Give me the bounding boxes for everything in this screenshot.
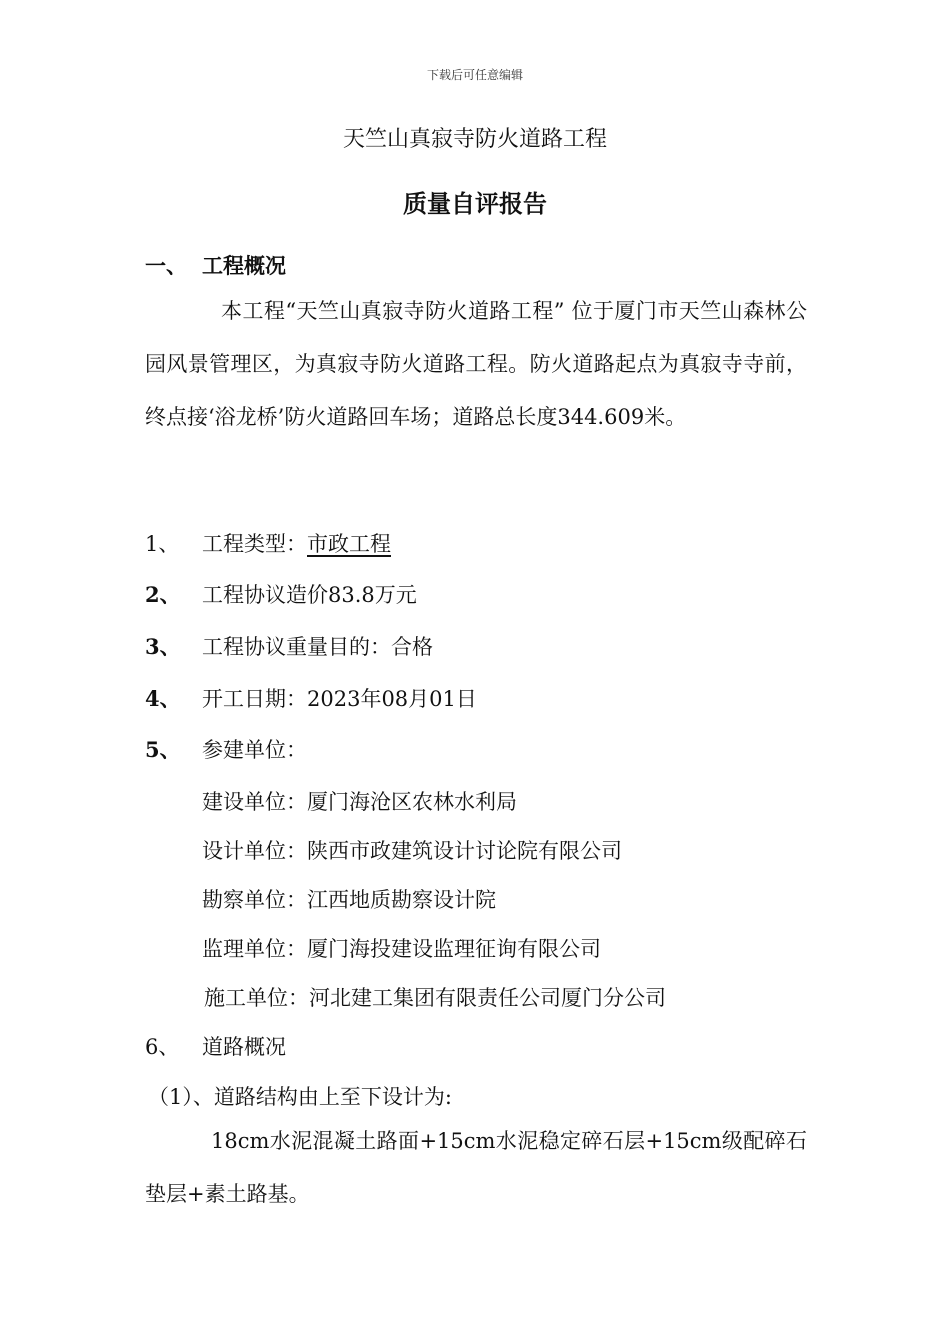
section-number: 一、 xyxy=(145,253,187,278)
list-item-start-date xyxy=(145,683,477,713)
item-text: 开工日期：2023年08月01日 xyxy=(202,687,477,711)
document-subtitle: 质量自评报告 xyxy=(403,189,547,218)
header-note: 下载后可任意编辑 xyxy=(426,68,523,82)
item-value: 市政工程 xyxy=(307,532,391,556)
sub-item-structure-heading: （1）、道路结构由上至下设计为: xyxy=(148,1085,452,1109)
list-item-project-type xyxy=(145,528,391,558)
item-number: 1、 xyxy=(145,532,180,556)
section-heading xyxy=(145,250,286,280)
item-number: 2、 xyxy=(145,582,181,607)
document-title: 天竺山真寂寺防火道路工程 xyxy=(342,127,607,152)
item-number: 5、 xyxy=(145,737,181,762)
unit-supervision: 监理单位：厦门海投建设监理征询有限公司 xyxy=(202,937,601,961)
item-label: 工程类型： xyxy=(202,532,307,556)
unit-survey: 勘察单位：江西地质勘察设计院 xyxy=(202,888,496,912)
item-number: 6、 xyxy=(145,1035,180,1059)
list-item-quality-goal xyxy=(145,631,433,661)
list-item-road-overview xyxy=(145,1031,286,1061)
item-text: 参建单位： xyxy=(202,738,307,762)
overview-paragraph: 本工程“天竺山真寂寺防火道路工程” 位于厦门市天竺山森林公园风景管理区，为真寂寺防火道路工程。防火道路起点为真寂寺寺前，终点接‘浴龙桥’防火道路回车场；道路总长度344.609米。 xyxy=(145,299,807,429)
unit-construction: 建设单位：厦门海沧区农林水利局 xyxy=(202,790,517,814)
structure-paragraph: 18cm水泥混凝土路面+15cm水泥稳定碎石层+15cm级配碎石垫层+素土路基。 xyxy=(145,1129,807,1206)
unit-contractor: 施工单位：河北建工集团有限责任公司厦门分公司 xyxy=(204,986,666,1010)
item-number: 4、 xyxy=(145,686,181,711)
item-text: 工程协议造价83.8万元 xyxy=(202,583,417,607)
unit-design: 设计单位：陕西市政建筑设计讨论院有限公司 xyxy=(202,839,622,863)
list-item-participants xyxy=(145,734,307,764)
item-text: 工程协议重量目的：合格 xyxy=(202,635,433,659)
item-number: 3、 xyxy=(145,634,181,659)
item-text: 道路概况 xyxy=(202,1035,286,1059)
list-item-cost xyxy=(145,579,417,609)
section-title: 工程概况 xyxy=(202,253,286,278)
